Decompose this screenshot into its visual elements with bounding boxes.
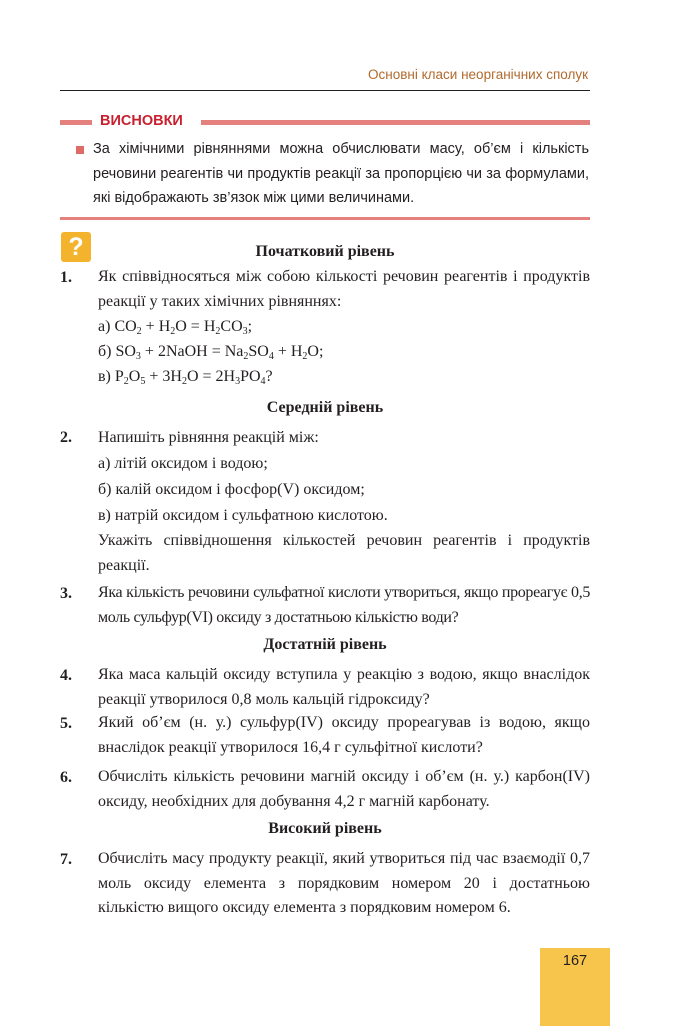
task-2-extra: Укажіть співвідношення кількостей речовин реагентів і продуктів реакції. <box>98 532 590 574</box>
square-bullet-icon <box>76 146 84 154</box>
task-number-2: 2. <box>60 429 72 446</box>
question-mark-icon: ? <box>61 232 91 262</box>
task-number-4: 4. <box>60 667 72 684</box>
level-heading-high: Високий рівень <box>268 820 382 837</box>
task-number-1: 1. <box>60 269 72 286</box>
conclusions-text: За хімічними рівняннями можна обчислювати масу, об’єм і кількість речовини реагентів чи продуктів реакції за пропорцією чи за формулами, які відображають зв’язок між цими величинами. <box>93 141 589 206</box>
level-heading-middle: Середній рівень <box>266 399 384 416</box>
task-number-6: 6. <box>60 769 72 786</box>
running-header: Основні класи неорганічних сполук <box>368 67 588 82</box>
level-heading-sufficient: Достатній рівень <box>263 636 387 653</box>
task-1-text: Як співвідносяться між собою кількості речовин реагентів і продуктів реакції у таких хімічних рівняннях: <box>98 268 590 310</box>
task-5-text: Який об’єм (н. у.) сульфур(IV) оксиду прореагував із водою, якщо внаслідок реакції утворилося 16,4 г сульфітної кислоти? <box>98 714 590 756</box>
task-number-5: 5. <box>60 715 72 732</box>
conclusions-title: ВИСНОВКИ <box>100 113 183 129</box>
task-6-text: Обчисліть кількість речовини магній оксиду і об’єм (н. у.) карбон(IV) оксиду, необхідних для добування 4,2 г магній карбонату. <box>98 768 590 810</box>
task-2-item-c: в) натрій оксидом і сульфатною кислотою. <box>98 507 388 524</box>
task-number-3: 3. <box>60 585 72 602</box>
equation-a: а) $CO_2 + H_2O = H_2CO_3$; <box>98 318 253 337</box>
header-rule <box>60 90 590 91</box>
task-7-text: Обчисліть масу продукту реакції, який утвориться під час взаємодії 0,7 моль оксиду елемента з порядковим номером 20 і достатньою кількістю вищого оксиду елемента з порядковим номером 6. <box>98 850 590 916</box>
task-2-item-b: б) калій оксидом і фосфор(V) оксидом; <box>98 481 365 498</box>
level-heading-initial: Початковий рівень <box>255 243 395 260</box>
conclusions-left-line <box>60 120 92 125</box>
conclusions-bottom-rule <box>60 217 590 220</box>
task-number-7: 7. <box>60 851 72 868</box>
task-4-text: Яка маса кальцій оксиду вступила у реакцію з водою, якщо внаслідок реакції утворилося 0,8 моль кальцій гідроксиду? <box>98 666 590 708</box>
equation-c: в) $P_2O_5 + 3H_2O = 2H_3PO_4$? <box>98 368 273 387</box>
task-2-item-a: а) літій оксидом і водою; <box>98 455 268 472</box>
equation-b: б) $SO_3$ + 2NaOH = $Na_2SO_4 + H_2O$; <box>98 343 324 362</box>
task-2-text: Напишіть рівняння реакцій між: <box>98 429 319 446</box>
page-number: 167 <box>562 953 588 969</box>
conclusions-right-line <box>201 120 590 125</box>
task-3-text: Яка кількість речовини сульфатної кислоти утвориться, якщо прореагує 0,5 моль сульфур(VI) оксиду з достатньою кількістю води? <box>98 584 590 626</box>
